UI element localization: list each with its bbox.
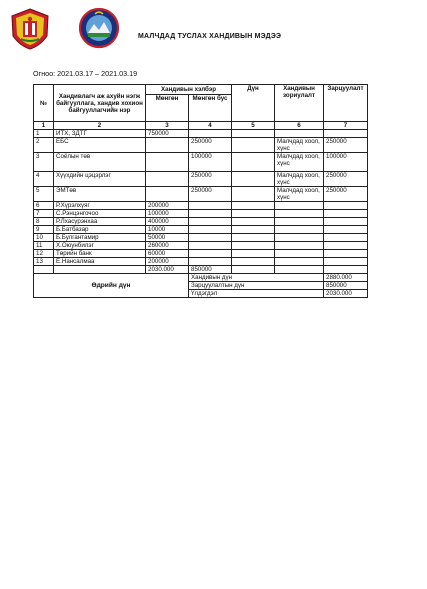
summary-item-label: Зарцуулалтын дүн: [189, 282, 324, 290]
total-amount: [232, 226, 275, 234]
total-amount: [232, 187, 275, 202]
purpose: [275, 226, 324, 234]
table-row: [34, 226, 368, 234]
regional-emblem-logo: [79, 7, 119, 49]
col-number: 2: [54, 122, 146, 130]
col-number: 1: [34, 122, 54, 130]
total-amount: [232, 172, 275, 187]
donor-name: Б.Батбазар: [54, 226, 146, 234]
empty-cell: [54, 266, 146, 274]
nonmoney-amount: [189, 130, 232, 138]
row-number: 7: [34, 210, 54, 218]
purpose: [275, 218, 324, 226]
row-number: 8: [34, 218, 54, 226]
money-amount: 200000: [146, 202, 189, 210]
nonmoney-amount: [189, 258, 232, 266]
row-number: 2: [34, 138, 54, 153]
summary-item-value: 850000: [324, 282, 368, 290]
table-row: [34, 210, 368, 218]
spent-amount: [324, 218, 368, 226]
donor-name: Р.Лхасүрэнхаа: [54, 218, 146, 226]
spent-amount: 100000: [324, 153, 368, 172]
col-money-header: Мөнгөн: [146, 95, 189, 122]
row-number: 5: [34, 187, 54, 202]
nonmoney-amount: 250000: [189, 138, 232, 153]
donor-name: С.Рэнцэнгочоо: [54, 210, 146, 218]
money-amount: 750000: [146, 130, 189, 138]
document-title: МАЛЧДАД ТУСЛАХ ХАНДИВЫН МЭДЭЭ: [138, 33, 282, 40]
row-number: 11: [34, 242, 54, 250]
money-amount: 100000: [146, 210, 189, 218]
nonmoney-amount: 250000: [189, 187, 232, 202]
spent-amount: [324, 250, 368, 258]
party-emblem-logo: [10, 8, 50, 50]
row-number: 6: [34, 202, 54, 210]
purpose: [275, 210, 324, 218]
nonmoney-amount: [189, 202, 232, 210]
table-row: [34, 138, 368, 153]
money-amount: [146, 138, 189, 153]
total-money: 2030.000: [146, 266, 189, 274]
money-amount: 50000: [146, 234, 189, 242]
purpose: Малчдад хоол, хүнс: [275, 187, 324, 202]
purpose: [275, 130, 324, 138]
money-amount: [146, 153, 189, 172]
spent-amount: [324, 234, 368, 242]
table-row: [34, 172, 368, 187]
total-amount: [232, 258, 275, 266]
purpose: [275, 250, 324, 258]
nonmoney-amount: [189, 210, 232, 218]
empty-cell: [275, 266, 324, 274]
purpose: [275, 242, 324, 250]
row-number: 13: [34, 258, 54, 266]
money-amount: 400000: [146, 218, 189, 226]
nonmoney-amount: 250000: [189, 172, 232, 187]
col-number: 4: [189, 122, 232, 130]
spent-amount: [324, 210, 368, 218]
col-total-header: Дүн: [232, 85, 275, 122]
spent-amount: [324, 242, 368, 250]
empty-cell: [34, 266, 54, 274]
summary-item-label: Хандивын дүн: [189, 274, 324, 282]
donor-name: Р.Хүрэлхүяг: [54, 202, 146, 210]
total-amount: [232, 130, 275, 138]
table-row: [34, 187, 368, 202]
donor-name: ИТХ, ЗДТГ: [54, 130, 146, 138]
nonmoney-amount: [189, 226, 232, 234]
row-number: 3: [34, 153, 54, 172]
summary-item-label: Үлдэгдэл: [189, 290, 324, 298]
spent-amount: 250000: [324, 172, 368, 187]
money-amount: 10000: [146, 226, 189, 234]
table-row: [34, 258, 368, 266]
donor-name: Хүүхдийн цэцэрлэг: [54, 172, 146, 187]
money-amount: 60000: [146, 250, 189, 258]
empty-cell: [232, 266, 275, 274]
table-row: [34, 242, 368, 250]
total-amount: [232, 153, 275, 172]
table-row: [34, 250, 368, 258]
col-nonmoney-header: Мөнгөн бус: [189, 95, 232, 122]
money-amount: [146, 187, 189, 202]
table-row: [34, 234, 368, 242]
col-number: 7: [324, 122, 368, 130]
donation-table: [33, 84, 368, 298]
spent-amount: [324, 258, 368, 266]
col-donor-header: Хандивлагч аж ахуйн нэгж байгууллага, хандив хохион байгууллагчийн нэр: [54, 85, 146, 122]
table-row: [34, 130, 368, 138]
row-number: 10: [34, 234, 54, 242]
purpose: Малчдад хоол, хүнс: [275, 172, 324, 187]
nonmoney-amount: 100000: [189, 153, 232, 172]
col-no-header: №: [34, 85, 54, 122]
nonmoney-amount: [189, 234, 232, 242]
summary-item-value: 2030.000: [324, 290, 368, 298]
col-purpose-header: Хандивын зориулалт: [275, 85, 324, 122]
total-amount: [232, 202, 275, 210]
summary-row: [34, 274, 368, 282]
summary-item-value: 2880.000: [324, 274, 368, 282]
purpose: Малчдад хоол, хүнс: [275, 138, 324, 153]
spent-amount: [324, 226, 368, 234]
row-number: 9: [34, 226, 54, 234]
money-amount: 260000: [146, 242, 189, 250]
total-amount: [232, 218, 275, 226]
total-amount: [232, 234, 275, 242]
spent-amount: [324, 130, 368, 138]
daily-total-label: Өдрийн дүн: [34, 274, 189, 298]
donor-name: Б.Булгантамир: [54, 234, 146, 242]
donor-name: ЕБС: [54, 138, 146, 153]
purpose: [275, 258, 324, 266]
total-amount: [232, 242, 275, 250]
col-number: 5: [232, 122, 275, 130]
donor-name: Х.Оюунбилэг: [54, 242, 146, 250]
row-number: 1: [34, 130, 54, 138]
total-amount: [232, 210, 275, 218]
nonmoney-amount: [189, 218, 232, 226]
donor-name: Ё.Нансалмаа: [54, 258, 146, 266]
row-number: 4: [34, 172, 54, 187]
purpose: [275, 202, 324, 210]
donor-name: ЭМТөв: [54, 187, 146, 202]
purpose: [275, 234, 324, 242]
totals-row: [34, 266, 368, 274]
report-period: Огноо: 2021.03.17 – 2021.03.19: [33, 69, 138, 78]
total-amount: [232, 138, 275, 153]
donor-name: Төрийн банк: [54, 250, 146, 258]
spent-amount: 250000: [324, 138, 368, 153]
col-spent-header: Зарцуулалт: [324, 85, 368, 122]
purpose: Малчдад хоол, хүнс: [275, 153, 324, 172]
donor-name: Соёлын төв: [54, 153, 146, 172]
col-number: 3: [146, 122, 189, 130]
total-amount: [232, 250, 275, 258]
row-number: 12: [34, 250, 54, 258]
spent-amount: 250000: [324, 187, 368, 202]
col-donation-form-header: Хандивын хэлбэр: [146, 85, 232, 95]
nonmoney-amount: [189, 250, 232, 258]
total-nonmoney: 850000: [189, 266, 232, 274]
money-amount: [146, 172, 189, 187]
col-number: 6: [275, 122, 324, 130]
spent-amount: [324, 202, 368, 210]
empty-cell: [324, 266, 368, 274]
table-row: [34, 218, 368, 226]
table-row: [34, 202, 368, 210]
table-row: [34, 153, 368, 172]
nonmoney-amount: [189, 242, 232, 250]
money-amount: 200000: [146, 258, 189, 266]
